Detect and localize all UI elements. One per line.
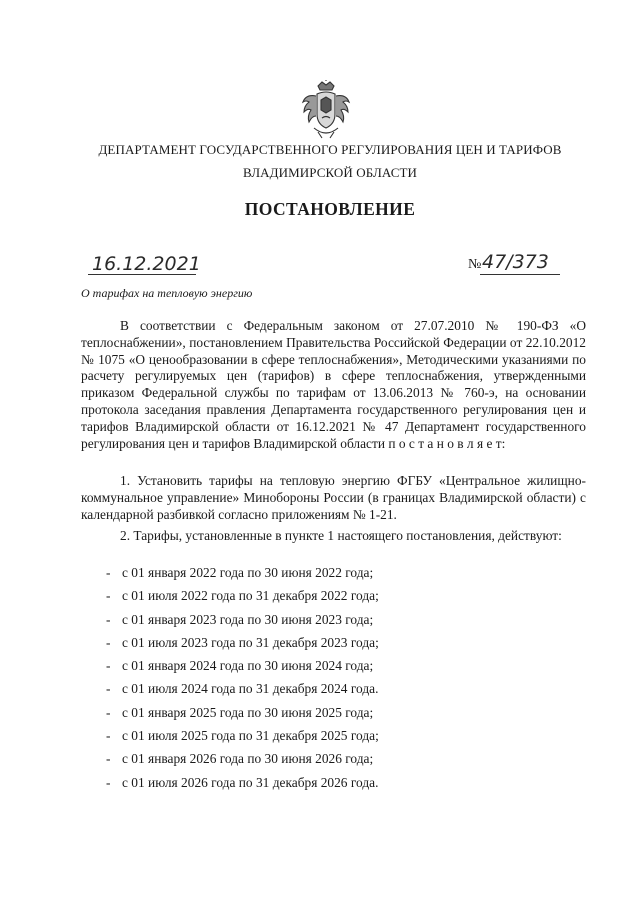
list-item [106,588,526,611]
number-underline [480,274,560,275]
document-date: 16.12.2021 [92,253,201,275]
period-text: с 01 января 2023 года по 30 июня 2023 года; [122,611,374,627]
list-dash: - [106,774,111,790]
list-item [106,751,526,774]
coat-of-arms-icon [300,80,352,140]
period-text: с 01 июля 2023 года по 31 декабря 2023 года; [122,634,379,650]
date-underline [88,274,196,275]
period-text: с 01 января 2025 года по 30 июня 2025 года; [122,704,374,720]
period-text: с 01 июля 2025 года по 31 декабря 2025 года; [122,728,379,744]
list-dash: - [106,704,111,720]
department-name-line2: ВЛАДИМИРСКОЙ ОБЛАСТИ [242,165,418,180]
list-item [106,612,526,635]
period-text: с 01 июля 2024 года по 31 декабря 2024 года. [122,681,379,697]
list-item [106,635,526,658]
clause-2-paragraph: 2. Тарифы, установленные в пункте 1 настоящего постановления, действуют: [120,528,562,543]
validity-period-list [106,565,526,798]
list-item [106,681,526,704]
list-dash: - [106,681,111,697]
list-item [106,728,526,751]
number-sign: № [468,257,482,272]
list-item [106,775,526,798]
list-dash: - [106,634,111,650]
period-text: с 01 июля 2022 года по 31 декабря 2022 года; [122,588,379,604]
list-item [106,658,526,681]
document-subject: О тарифах на тепловую энергию [81,286,253,300]
document-number: 47/373 [482,251,549,273]
period-text: с 01 июля 2026 года по 31 декабря 2026 года. [122,774,379,790]
document-title: ПОСТАНОВЛЕНИЕ [244,199,416,219]
list-dash: - [106,611,111,627]
department-name-line1: ДЕПАРТАМЕНТ ГОСУДАРСТВЕННОГО РЕГУЛИРОВАНИЯ ЦЕН И ТАРИФОВ [98,142,562,157]
list-dash: - [106,658,111,674]
period-text: с 01 января 2024 года по 30 июня 2024 года; [122,658,374,674]
clause-1-paragraph: 1. Установить тарифы на тепловую энергию ФГБУ «Центральное жилищно-коммунальное управление» Минобороны России (в границах Владимирской области) с календарной разбивкой согласно приложениям № 1-21. [81,473,586,522]
period-text: с 01 января 2026 года по 30 июня 2026 года; [122,751,374,767]
list-item [106,565,526,588]
list-dash: - [106,565,111,580]
list-dash: - [106,588,111,604]
preamble-paragraph: В соответствии с Федеральным законом от 27.07.2010 № 190-ФЗ «О теплоснабжении», постановлением Правительства Российской Федерации от 22.10.2012 № 1075 «О ценообразовании в сфере теплоснабжения», Методическими указаниями по расчету регулируемых цен (тарифов) в сфере теплоснабжения, утвержденными приказом Федеральной службы по тарифам от 13.06.2013 № 760-э, на основании протокола заседания правления Департамента государственного регулирования цен и тарифов Владимирской области от 16.12.2021 № 47 Департамент государственного регулирования цен и тарифов Владимирской области п о с т а н о в л я е т: [81,318,586,451]
period-text: с 01 января 2022 года по 30 июня 2022 года; [122,565,374,580]
list-dash: - [106,751,111,767]
list-dash: - [106,728,111,744]
list-item [106,705,526,728]
